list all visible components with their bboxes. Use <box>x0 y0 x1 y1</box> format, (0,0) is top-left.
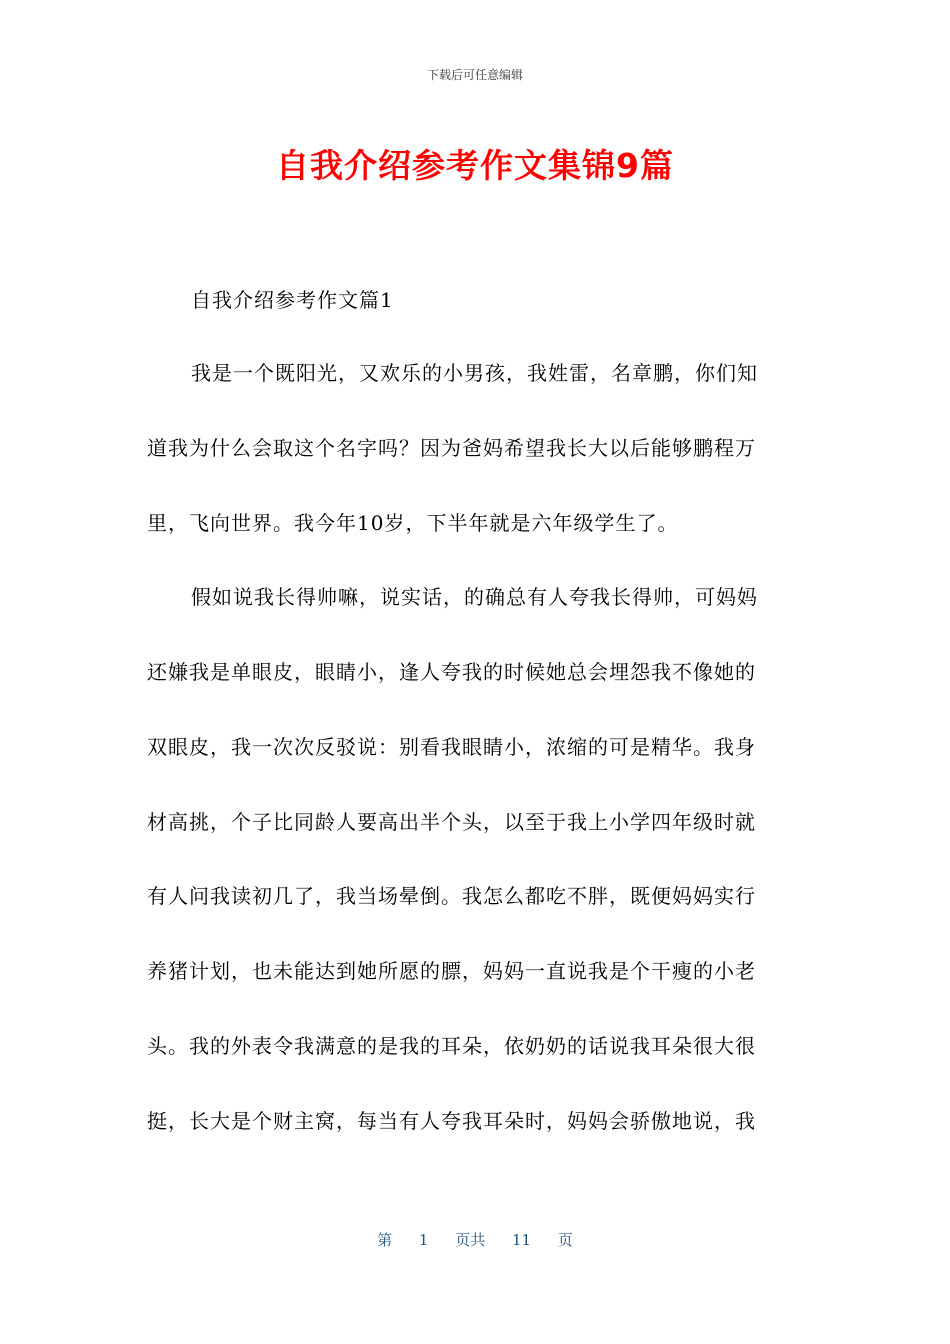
paragraph-line: 养猪计划，也未能达到她所愿的膘，妈妈一直说我是个干瘦的小老 <box>147 959 756 983</box>
document-title: 自我介绍参考作文集锦9篇 <box>276 146 674 185</box>
footer-prefix: 第 <box>377 1231 393 1249</box>
footer-suffix: 页 <box>557 1231 573 1249</box>
paragraph-line: 材高挑，个子比同龄人要高出半个头，以至于我上小学四年级时就 <box>147 810 756 834</box>
paragraph-line: 挺，长大是个财主窝，每当有人夸我耳朵时，妈妈会骄傲地说，我 <box>147 1109 756 1133</box>
section-heading: 自我介绍参考作文篇1 <box>191 288 394 312</box>
paragraph-line: 里，飞向世界。我今年10岁，下半年就是六年级学生了。 <box>147 511 679 535</box>
paragraph-line: 头。我的外表令我满意的是我的耳朵，依奶奶的话说我耳朵很大很 <box>147 1034 756 1058</box>
header-note: 下载后可任意编辑 <box>426 68 523 82</box>
total-page-count: 11 <box>512 1231 532 1249</box>
paragraph-line: 假如说我长得帅嘛，说实话，的确总有人夸我长得帅，可妈妈 <box>191 585 758 609</box>
paragraph-line: 我是一个既阳光，又欢乐的小男孩，我姓雷，名章鹏，你们知 <box>191 361 758 385</box>
paragraph-line: 双眼皮，我一次次反驳说：别看我眼睛小，浓缩的可是精华。我身 <box>147 735 756 759</box>
paragraph-line: 有人问我读初几了，我当场晕倒。我怎么都吃不胖，既便妈妈实行 <box>147 884 756 908</box>
current-page-number: 1 <box>418 1231 429 1249</box>
paragraph-line: 道我为什么会取这个名字吗？因为爸妈希望我长大以后能够鹏程万 <box>147 436 756 460</box>
footer-middle: 页共 <box>455 1231 486 1249</box>
paragraph-line: 还嫌我是单眼皮，眼睛小，逢人夸我的时候她总会埋怨我不像她的 <box>147 660 756 684</box>
page-footer <box>0 1229 950 1250</box>
